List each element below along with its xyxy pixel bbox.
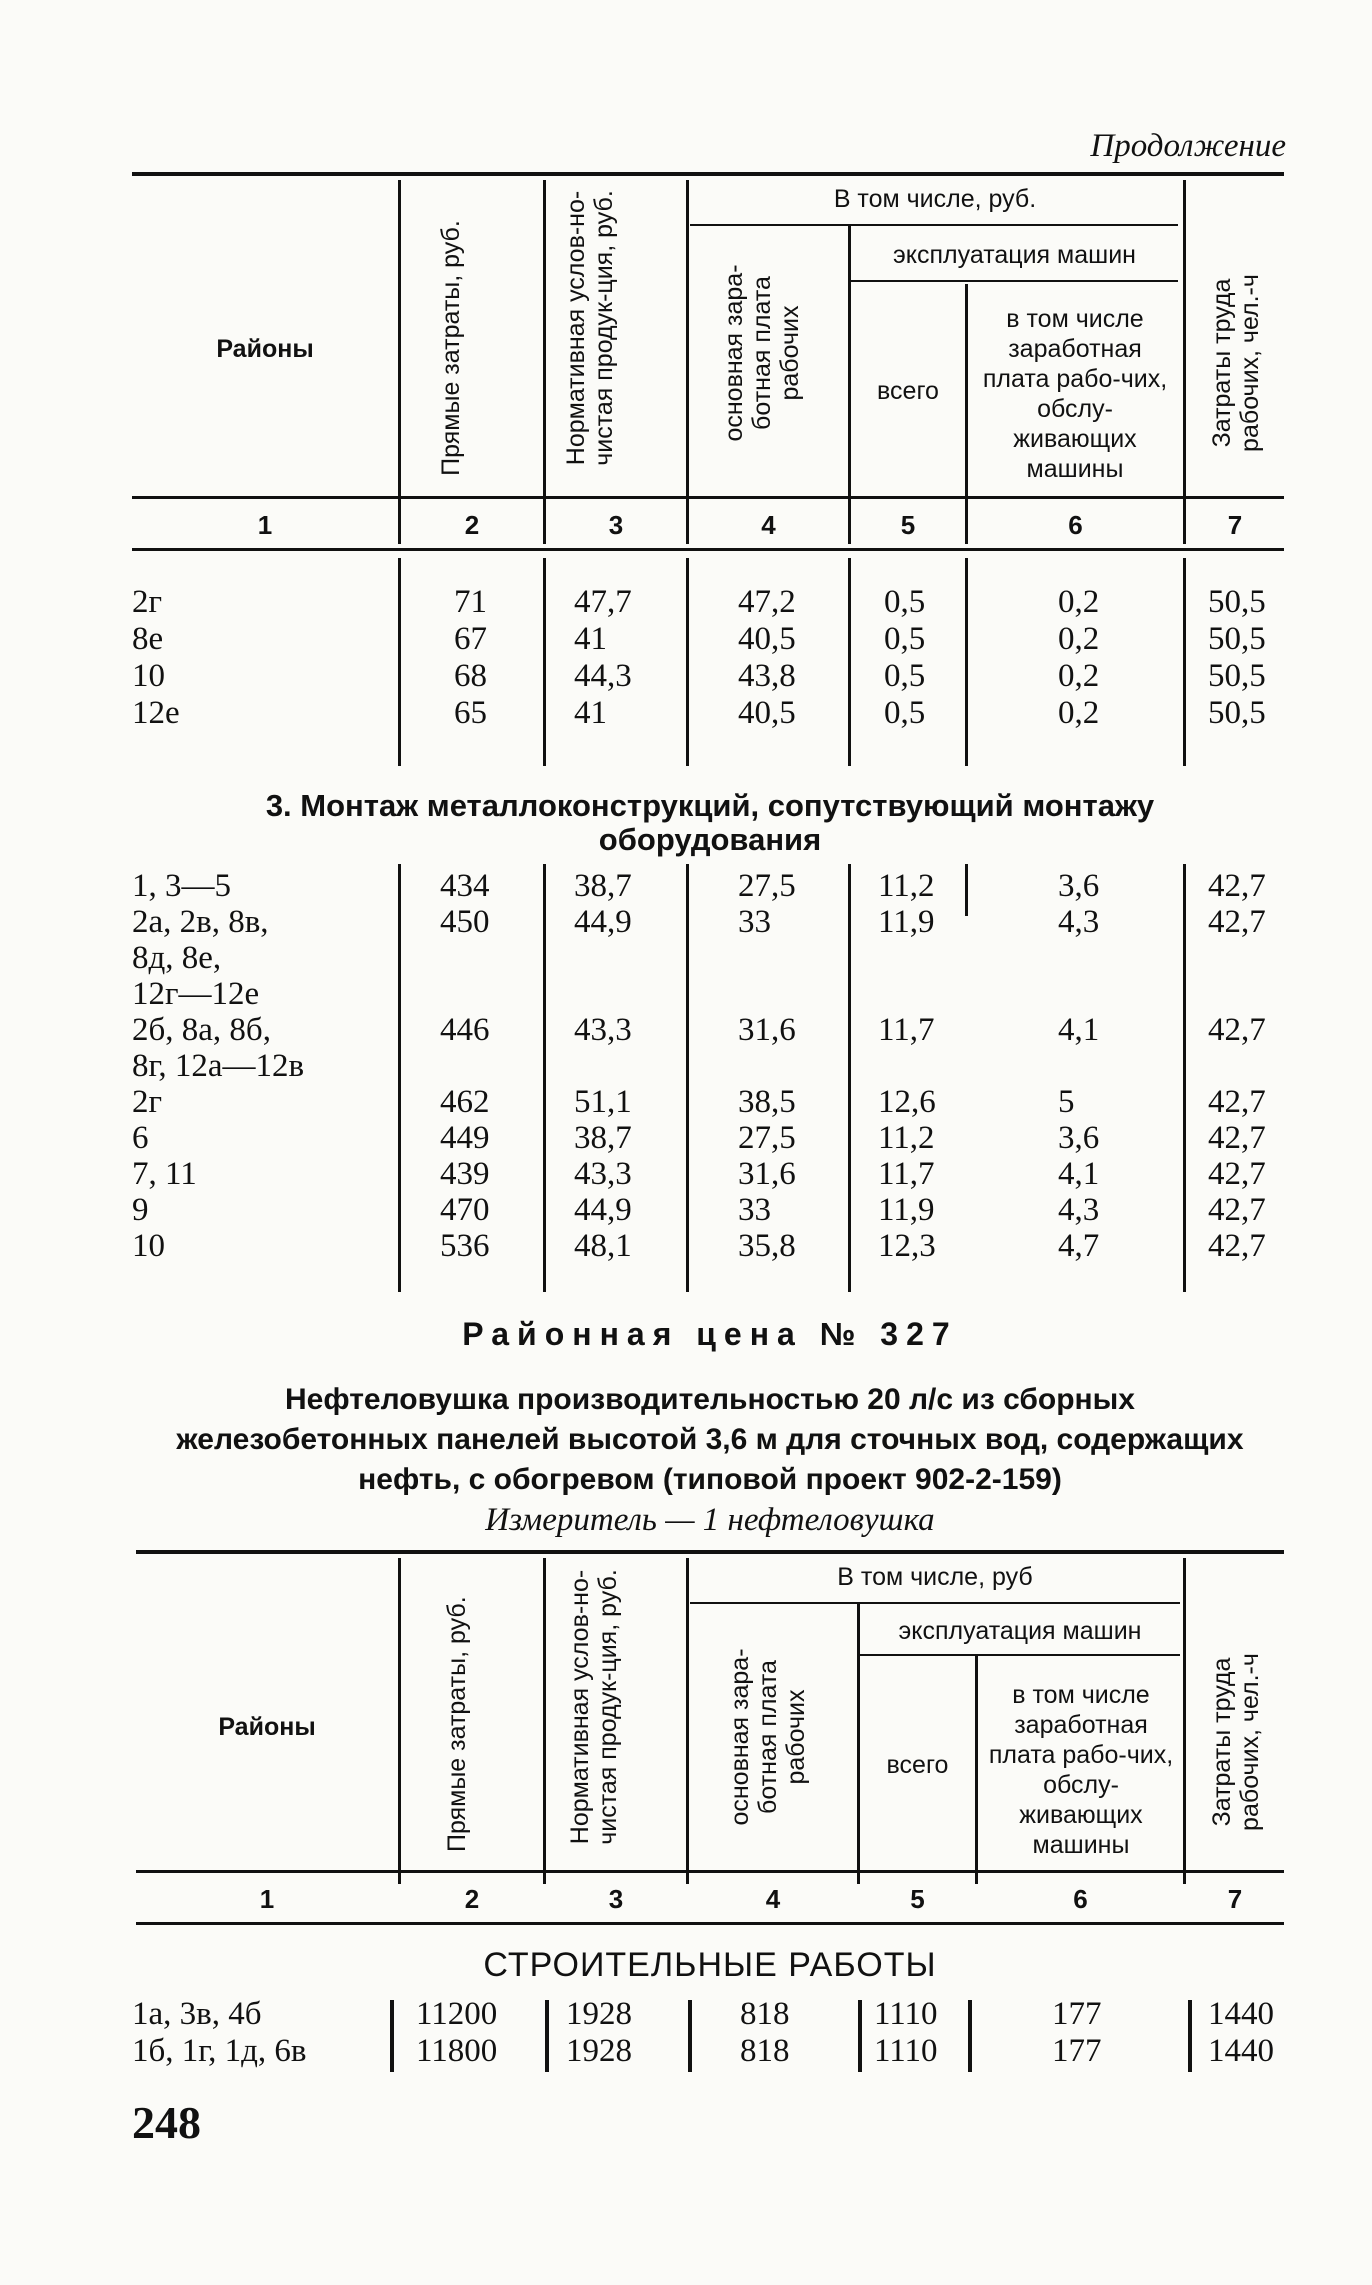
table-cell: 818: [740, 2033, 790, 2069]
title-line: железобетонных панелей высотой 3,6 м для сточных вод, содержащих: [176, 1423, 1244, 1456]
col-number: 5: [910, 1884, 925, 1914]
vline: [1183, 558, 1186, 766]
table-cell: 11,7: [878, 1156, 935, 1192]
table-cell: 0,5: [884, 584, 926, 620]
table-cell: 4,1: [1058, 1156, 1100, 1192]
title-line: нефть, с обогревом (типовой проект 902-2-159): [358, 1463, 1062, 1496]
table-cell: 42,7: [1208, 1012, 1266, 1048]
table-cell: 43,3: [574, 1156, 632, 1192]
table-cell: 43,3: [574, 1012, 632, 1048]
col-number: 1: [259, 1884, 275, 1914]
table-cell: 42,7: [1208, 1192, 1266, 1228]
pryamye-header: Прямые затраты, руб.: [437, 220, 465, 476]
table-cell: 5: [1058, 1084, 1075, 1120]
col-number: 7: [1227, 510, 1243, 540]
table-cell: 11800: [416, 2033, 498, 2069]
table-cell: 4,3: [1058, 1192, 1100, 1228]
vline: [390, 2000, 394, 2072]
table-cell: 0,5: [884, 658, 926, 694]
hline: [132, 496, 1284, 499]
table-cell: 50,5: [1208, 695, 1266, 731]
table-cell: 42,7: [1208, 1084, 1266, 1120]
table-cell: 11,9: [878, 904, 935, 940]
table-cell: 11,2: [878, 868, 935, 904]
hline: [136, 1922, 1284, 1925]
hline: [851, 280, 1178, 282]
table-cell: 38,7: [574, 1120, 632, 1156]
table-cell: 31,6: [738, 1012, 796, 1048]
col-number: 3: [608, 510, 624, 540]
table-cell: 11,9: [878, 1192, 935, 1228]
table-cell: 12,3: [878, 1228, 936, 1264]
table-cell: 35,8: [738, 1228, 796, 1264]
table-cell: 450: [440, 904, 490, 940]
vline: [1183, 864, 1186, 1292]
zatraty-truda-header: Затраты труда рабочих, чел.-ч: [1208, 274, 1264, 452]
table-cell: 536: [440, 1228, 490, 1264]
table-cell: 40,5: [738, 621, 796, 657]
vline: [975, 1656, 978, 1884]
row-label-cell: 10: [132, 658, 165, 694]
price-heading: Районная цена № 327: [462, 1316, 958, 1352]
vsego-header: всего: [877, 377, 939, 405]
row-label-cell: 1, 3—5: [132, 868, 231, 904]
table-cell: 177: [1052, 1996, 1102, 2032]
table-cell: 41: [574, 621, 607, 657]
row-label-cell: 9: [132, 1192, 149, 1228]
vline: [686, 558, 689, 766]
table-cell: 38,7: [574, 868, 632, 904]
vline: [398, 558, 401, 766]
table-cell: 0,2: [1058, 695, 1100, 731]
table-cell: 12,6: [878, 1084, 936, 1120]
row-label-cell: 6: [132, 1120, 149, 1156]
table-cell: 0,5: [884, 695, 926, 731]
table-cell: 65: [454, 695, 487, 731]
table-cell: 33: [738, 904, 771, 940]
v-tom-chisle-zarplata-header: в том числе заработная плата рабо-чих, обслу-живающих машины: [988, 1681, 1174, 1859]
col-number: 2: [464, 1884, 480, 1914]
vline: [398, 864, 401, 1292]
table-cell: 0,2: [1058, 621, 1100, 657]
col-number: 6: [1068, 510, 1083, 540]
table-cell: 51,1: [574, 1084, 632, 1120]
table-cell: 449: [440, 1120, 490, 1156]
hline: [690, 224, 1178, 226]
vline: [686, 1558, 689, 1884]
table-cell: 44,3: [574, 658, 632, 694]
table-cell: 38,5: [738, 1084, 796, 1120]
table-cell: 470: [440, 1192, 490, 1228]
table-cell: 462: [440, 1084, 490, 1120]
table-cell: 67: [454, 621, 487, 657]
table-cell: 50,5: [1208, 658, 1266, 694]
normativnaya-header: Нормативная услов-но-чистая продук-ция, руб.: [566, 1569, 622, 1845]
col-number: 6: [1073, 1884, 1088, 1914]
vline: [965, 284, 968, 544]
table1-top-rule: [132, 172, 1284, 176]
table-cell: 1440: [1208, 2033, 1274, 2069]
table-cell: 177: [1052, 2033, 1102, 2069]
table-cell: 27,5: [738, 1120, 796, 1156]
table-cell: 4,7: [1058, 1228, 1100, 1264]
vline: [1183, 1558, 1186, 1884]
table-cell: 47,7: [574, 584, 632, 620]
col-number: 4: [765, 1884, 781, 1914]
table-cell: 71: [454, 584, 487, 620]
zatraty-truda-header: Затраты труда рабочих, чел.-ч: [1208, 1653, 1264, 1831]
rayony-header: Районы: [216, 335, 314, 363]
row-label-cell: 8г, 12а—12в: [132, 1048, 305, 1084]
vline: [398, 180, 401, 544]
osnovnaya-header: основная зара-ботная плата рабочих: [720, 264, 804, 442]
row-label-cell: 2а, 2в, 8в,: [132, 904, 269, 940]
col-number: 3: [608, 1884, 624, 1914]
normativnaya-header: Нормативная услов-но-чистая продук-ция, руб.: [562, 190, 618, 466]
col-number: 2: [464, 510, 480, 540]
hline: [860, 1654, 1180, 1656]
table-cell: 42,7: [1208, 1120, 1266, 1156]
vline: [686, 180, 689, 544]
vline: [968, 2000, 972, 2072]
col-number: 5: [900, 510, 916, 540]
table-cell: 44,9: [574, 1192, 632, 1228]
rayony-header: Районы: [218, 1713, 316, 1741]
hline: [132, 548, 1284, 551]
table-cell: 1110: [874, 2033, 938, 2069]
row-label-cell: 2б, 8а, 8б,: [132, 1012, 271, 1048]
table-cell: 11,7: [878, 1012, 935, 1048]
table-cell: 1440: [1208, 1996, 1274, 2032]
table2-top-rule: [136, 1550, 1284, 1554]
v-tom-chisle-zarplata-header: в том числе заработная плата рабо-чих, обслу-живающих машины: [982, 305, 1168, 483]
table-cell: 50,5: [1208, 621, 1266, 657]
document-title: [120, 1380, 1300, 1500]
table-cell: 42,7: [1208, 904, 1266, 940]
table-cell: 818: [740, 1996, 790, 2032]
vline: [1183, 180, 1186, 544]
table-cell: 31,6: [738, 1156, 796, 1192]
page-number: 248: [132, 2097, 201, 2148]
vline: [543, 1558, 546, 1884]
table-cell: 11200: [416, 1996, 498, 2032]
table-cell: 0,5: [884, 621, 926, 657]
table-cell: 42,7: [1208, 868, 1266, 904]
table-cell: 43,8: [738, 658, 796, 694]
table-cell: 0,2: [1058, 584, 1100, 620]
row-label-cell: 2г: [132, 1084, 163, 1120]
table-cell: 0,2: [1058, 658, 1100, 694]
table-cell: 40,5: [738, 695, 796, 731]
row-label-cell: 1б, 1г, 1д, 6в: [132, 2033, 307, 2069]
hline: [690, 1602, 1180, 1604]
row-label-cell: 8е: [132, 621, 164, 657]
vline: [848, 558, 851, 766]
vline: [965, 864, 968, 916]
table-cell: 42,7: [1208, 1228, 1266, 1264]
table-cell: 3,6: [1058, 1120, 1100, 1156]
vline: [688, 2000, 692, 2072]
ekspluatatsiya-header: эксплуатация машин: [898, 1617, 1142, 1645]
vline: [1188, 2000, 1192, 2072]
v-tom-chisle-header: В том числе, руб: [837, 1563, 1033, 1591]
table-cell: 48,1: [574, 1228, 632, 1264]
row-label-cell: 8д, 8е,: [132, 940, 222, 976]
table-cell: 434: [440, 868, 490, 904]
table-cell: 1928: [566, 2033, 632, 2069]
table-cell: 33: [738, 1192, 771, 1228]
section3-title-line1: 3. Монтаж металлоконструкций, сопутствующий монтажу: [265, 788, 1155, 823]
vline: [848, 864, 851, 1292]
title-line: Нефтеловушка производительностью 20 л/с из сборных: [285, 1383, 1135, 1416]
vline: [858, 2000, 862, 2072]
table-cell: 44,9: [574, 904, 632, 940]
row-label-cell: 10: [132, 1228, 165, 1264]
pryamye-header: Прямые затраты, руб.: [443, 1596, 471, 1852]
row-label-cell: 2г: [132, 584, 163, 620]
table-cell: 27,5: [738, 868, 796, 904]
ekspluatatsiya-header: эксплуатация машин: [893, 241, 1136, 269]
table-cell: 50,5: [1208, 584, 1266, 620]
table-cell: 4,1: [1058, 1012, 1100, 1048]
continuation-label: Продолжение: [1090, 128, 1286, 164]
table-cell: 4,3: [1058, 904, 1100, 940]
row-label-cell: 1а, 3в, 4б: [132, 1996, 262, 2032]
vline: [686, 864, 689, 1292]
table-cell: 42,7: [1208, 1156, 1266, 1192]
section3-title-line2: оборудования: [598, 822, 822, 857]
col-number: 7: [1227, 1884, 1243, 1914]
vline: [543, 864, 546, 1292]
vline: [965, 558, 968, 766]
vsego-header: всего: [886, 1751, 949, 1779]
osnovnaya-header: основная зара-ботная плата рабочих: [726, 1648, 810, 1826]
row-label-cell: 7, 11: [132, 1156, 197, 1192]
vline: [543, 180, 546, 544]
vline: [543, 558, 546, 766]
hline: [136, 1870, 1284, 1873]
table-cell: 1110: [874, 1996, 938, 2032]
table-cell: 41: [574, 695, 607, 731]
measure-unit: Измеритель — 1 нефтеловушка: [485, 1502, 935, 1538]
table-cell: 1928: [566, 1996, 632, 2032]
table-cell: 68: [454, 658, 487, 694]
row-label-cell: 12е: [132, 695, 180, 731]
table-cell: 3,6: [1058, 868, 1100, 904]
table-cell: 439: [440, 1156, 490, 1192]
col-number: 1: [257, 510, 273, 540]
vline: [398, 1558, 401, 1884]
vline: [545, 2000, 549, 2072]
table-cell: 11,2: [878, 1120, 935, 1156]
row-label-cell: 12г—12е: [132, 976, 260, 1012]
v-tom-chisle-header: В том числе, руб.: [833, 185, 1037, 213]
col-number: 4: [761, 510, 776, 540]
table-cell: 47,2: [738, 584, 796, 620]
vline: [857, 1604, 860, 1884]
table-cell: 446: [440, 1012, 490, 1048]
building-works-heading: СТРОИТЕЛЬНЫЕ РАБОТЫ: [483, 1946, 937, 1984]
